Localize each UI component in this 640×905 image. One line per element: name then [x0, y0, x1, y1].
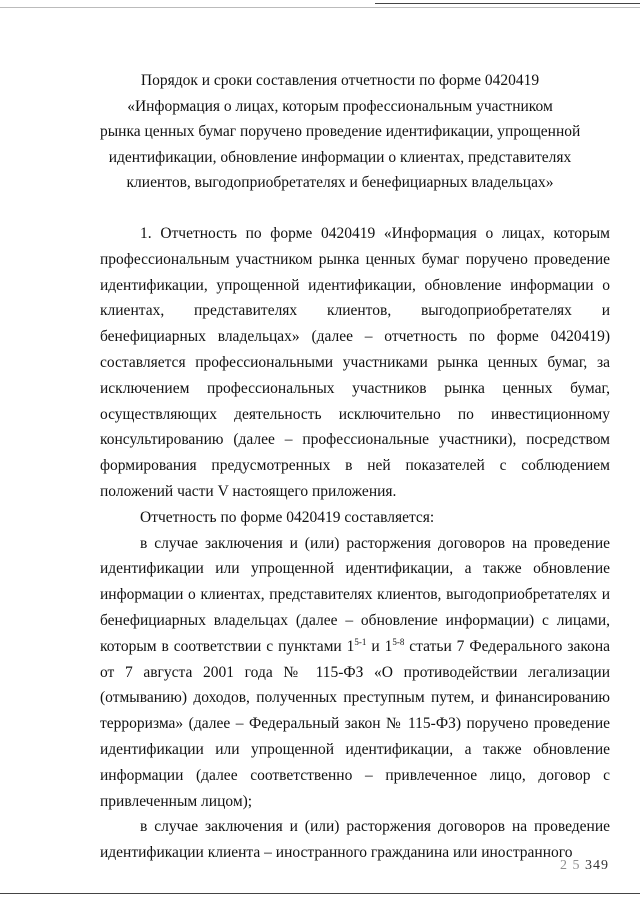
title-line-5: клиентов, выгодоприобретателях и бенефициарных владельцах»	[126, 174, 554, 191]
paragraph-3-part-3: статьи 7 Федерального закона от 7 августа 2001 года № 115-ФЗ «О противодействии легализации (отмыванию) доходов, полученных преступным путем, и финансированию терроризма» (далее – Федеральный закон № 115-ФЗ) поручено проведение идентификации или упрощенной идентификации, а также обновление информации (далее соответственно – привлеченное лицо, договор с привлеченным лицом);	[100, 637, 610, 810]
scan-top-edge	[0, 7, 640, 8]
title-line-2: «Информация о лицах, которым профессиональным участником	[127, 97, 553, 115]
superscript-5-8: 5-8	[392, 636, 405, 647]
title-line-1: Порядок и сроки составления отчетности по форме 0420419	[140, 72, 540, 89]
paragraph-3-part-1: в случае заключения и (или) расторжения договоров на проведение идентификации или упрощенной идентификации, а также обновление информации о клиентах, представителях клиентов, выгодоприобретателях и бенефициарных владельцах (далее – обновление информации) с лицами, которым в соответствии с пунктами 1	[100, 534, 610, 655]
page-number	[560, 858, 609, 874]
bottom-border-line	[0, 893, 640, 894]
page-number-value: 349	[585, 858, 609, 873]
paragraph-2: Отчетность по форме 0420419 составляется:	[140, 508, 435, 526]
paragraph-3-part-2: и 1	[366, 637, 393, 655]
paragraph-3	[100, 531, 610, 815]
title-line-3: рынка ценных бумаг поручено проведение идентификации, упрощенной	[100, 123, 581, 140]
page-mark: 2 5	[560, 858, 581, 873]
top-border-line	[375, 3, 640, 4]
document-title	[100, 68, 580, 196]
title-line-4: идентификации, обновление информации о клиентах, представителях	[108, 148, 572, 166]
paragraph-1: 1. Отчетность по форме 0420419 «Информация о лицах, которым профессиональным участником рынка ценных бумаг поручено проведение идентификации, упрощенной идентификации, обновление информации о клиентах, представителях клиентов, выгодоприобретателях и бенефициарных владельцах» (далее – отчетность по форме 0420419) составляется профессиональными участниками рынка ценных бумаг, за исключением профессиональных участников рынка ценных бумаг, осуществляющих деятельность исключительно по инвестиционному консультированию (далее – профессиональные участники), посредством формирования предусмотренных в ней показателей с соблюдением положений части V настоящего приложения.	[100, 225, 610, 500]
paragraph-4: в случае заключения и (или) расторжения договоров на проведение идентификации клиента – иностранного гражданина или иностранного	[100, 818, 610, 862]
superscript-5-1: 5-1	[354, 636, 367, 647]
document-body	[100, 221, 610, 866]
